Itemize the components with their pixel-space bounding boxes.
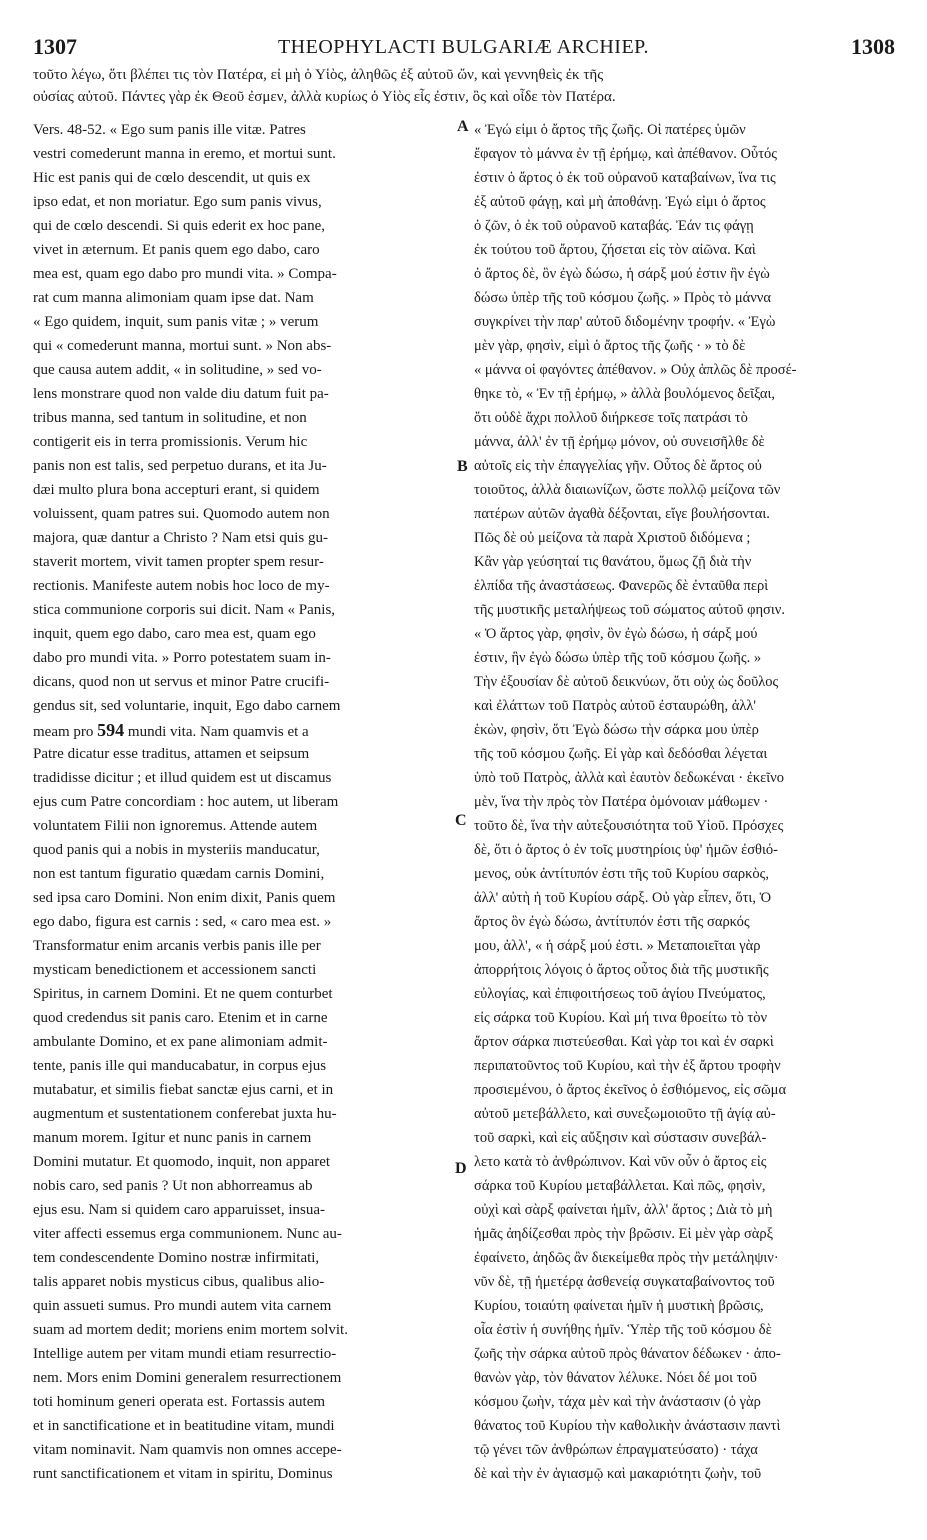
text-line: ἐστιν ὁ ἄρτος ὁ ἐκ τοῦ οὐρανοῦ καταβαίνων, ἵνα τις: [474, 170, 776, 186]
text-line: αὐτοῦ μετεβάλλετο, καὶ συνεξωμοιοῦτο τῇ ἁγίᾳ αὐ-: [474, 1106, 776, 1122]
text-line: vitam nominavit. Nam quamvis non omnes accepe-: [33, 1442, 342, 1458]
text-line: ego dabo, figura est carnis : sed, « caro mea est. »: [33, 914, 332, 930]
text-line: ambulante Domino, et ex pane alimoniam admit-: [33, 1034, 328, 1050]
page-number-right: 1308: [851, 34, 895, 59]
text-line: ὑπὸ τοῦ Πατρὸς, ἀλλὰ καὶ ἑαυτὸν δεδωκέναι · ἐκεῖνο: [474, 770, 784, 786]
text-line: δώσω ὑπὲρ τῆς τοῦ κόσμου ζωῆς. » Πρὸς τὸ μάννα: [474, 290, 771, 306]
latin-column: [33, 118, 455, 1486]
text-line: ejus cum Patre concordiam : hoc autem, ut liberam: [33, 794, 339, 810]
text-line: tem condescendente Domino nostræ infirmitati,: [33, 1250, 320, 1266]
text-line: ἀπορρήτοις λόγοις ὁ ἄρτος οὗτος διὰ τῆς μυστικῆς: [474, 962, 769, 978]
text-line: talis apparet nobis mysticus cibus, qualibus alio-: [33, 1274, 325, 1290]
text-line: que causa autem addit, « in solitudine, » sed vo-: [33, 362, 322, 378]
text-line: ἐστιν, ἣν ἐγὼ δώσω ὑπὲρ τῆς τοῦ κόσμου ζωῆς. »: [474, 650, 762, 666]
text-line: panis non est talis, sed perpetuo durans, et ita Ju-: [33, 458, 327, 474]
text-line: lens monstrare quod non valde diu datum fuit pa-: [33, 386, 329, 402]
margin-marker-b: B: [457, 458, 468, 475]
text-line: Κἂν γὰρ γεύσηταί τις θανάτου, ὅμως ζῇ διὰ τὴν: [474, 554, 752, 570]
text-line: τοῦτο λέγω, ὅτι βλέπει τις τὸν Πατέρα, εἰ μὴ ὁ Υἱὸς, ἀληθῶς ἐξ αὐτοῦ ὤν, καὶ γεννηθεὶς ἐκ τῆς: [33, 67, 604, 83]
text-line: τῆς τοῦ κόσμου ζωῆς. Εἰ γὰρ καὶ δεδόσθαι λέγεται: [474, 746, 768, 762]
text-line: dæi multo plura bona accepturi erant, si quidem: [33, 482, 320, 498]
text-line: ἡμᾶς ἀηδίζεσθαι πρὸς τὴν βρῶσιν. Εἰ μὲν γὰρ σὰρξ: [474, 1226, 774, 1242]
text-line: « Ego quidem, inquit, sum panis vitæ ; » verum: [33, 314, 319, 330]
text-line: Intellige autem per vitam mundi etiam resurrectio-: [33, 1346, 337, 1362]
margin-marker-c: C: [455, 812, 467, 829]
text-line: staverit mortem, vivit tamen propter spem resur-: [33, 554, 324, 570]
text-line: Πῶς δὲ οὐ μείζονα τὰ παρὰ Χριστοῦ διδόμενα ;: [474, 530, 751, 546]
text-line: ἑκὼν, φησὶν, ὅτι Ἐγὼ δώσω τὴν σάρκα μου ὑπὲρ: [474, 722, 759, 738]
text-line: οἷα ἐστὶν ἡ συνήθης ἡμῖν. Ὑπὲρ τῆς τοῦ κόσμου δὲ: [474, 1322, 772, 1338]
text-line: οὐχὶ καὶ σὰρξ φαίνεται ἡμῖν, ἀλλ' ἄρτος ; Διὰ τὸ μὴ: [474, 1202, 773, 1218]
text-line: vestri comederunt manna in eremo, et mortui sunt.: [33, 146, 336, 162]
text-line: quin assueti sumus. Pro mundi autem vita carnem: [33, 1298, 332, 1314]
text-line: ὁ ζῶν, ὁ ἐκ τοῦ οὐρανοῦ καταβάς. Ἐάν τις φάγῃ: [474, 218, 754, 234]
text-line: δὲ, ὅτι ὁ ἄρτος ὁ ἐν τοῖς μυστηρίοις ὑφ' ἡμῶν ἐσθιό-: [474, 842, 778, 858]
text-line: ἄρτος ὃν ἐγὼ δώσω, ἀντίτυπόν ἐστι τῆς σαρκός: [474, 914, 750, 930]
text-line: stica communione corporis sui dicit. Nam « Panis,: [33, 602, 336, 618]
text-line: « μάννα οἱ φαγόντες ἀπέθανον. » Οὐχ ἁπλῶς δὲ προσέ-: [474, 362, 797, 378]
text-line: rat cum manna alimoniam quam ipse dat. Nam: [33, 290, 314, 306]
text-line: περιπατοῦντος τοῦ Κυρίου, καὶ τὴν ἐξ ἄρτου τροφὴν: [474, 1058, 781, 1074]
text-line: mysticam benedictionem et accessionem sancti: [33, 962, 317, 978]
text-line: contigerit eis in terra promissionis. Verum hic: [33, 434, 308, 450]
text-line: rectionis. Manifeste autem nobis hoc loco de my-: [33, 578, 330, 594]
text-line: sed ipsa caro Domini. Non enim dixit, Panis quem: [33, 890, 336, 906]
text-line: σάρκα τοῦ Κυρίου μεταβάλλεται. Καὶ πῶς, φησὶν,: [474, 1178, 766, 1194]
text-line: runt sanctificationem et vitam in spiritu, Dominus: [33, 1466, 333, 1482]
text-line: ἐκ τούτου τοῦ ἄρτου, ζήσεται εἰς τὸν αἰῶνα. Καὶ: [474, 242, 756, 258]
greek-column: [474, 118, 896, 1486]
text-line: Vers. 48-52. « Ego sum panis ille vitæ. Patres: [33, 122, 306, 138]
text-line: προσιεμένου, ὁ ἄρτος ἐκεῖνος ὁ ἐσθιόμενος, εἰς σῶμα: [474, 1082, 787, 1098]
text-line: nobis caro, sed panis ? Ut non abhorreamus ab: [33, 1178, 313, 1194]
text-line: quod panis qui a nobis in mysteriis manducatur,: [33, 842, 320, 858]
page-number-left: 1307: [33, 34, 77, 59]
text-line: « Ἐγώ εἰμι ὁ ἄρτος τῆς ζωῆς. Οἱ πατέρες ὑμῶν: [474, 122, 746, 138]
text-line: inquit, quem ego dabo, caro mea est, quam ego: [33, 626, 316, 642]
text-line: manum morem. Igitur et nunc panis in carnem: [33, 1130, 312, 1146]
text-line: vivet in æternum. Et panis quem ego dabo, caro: [33, 242, 320, 258]
text-line: Κυρίου, τοιαύτη φαίνεται ἡμῖν ἡ μυστικὴ βρῶσις,: [474, 1298, 764, 1314]
text-line: Transformatur enim arcanis verbis panis ille per: [33, 938, 321, 954]
text-line: τῆς μυστικῆς μεταλήψεως τοῦ σώματος αὐτοῦ φησιν.: [474, 602, 785, 618]
text-line: quod credendus sit panis caro. Etenim et in carne: [33, 1010, 328, 1026]
text-line: qui de cœlo descendi. Si quis ederit ex hoc pane,: [33, 218, 326, 234]
text-line: voluntatem Filii non ignoremus. Attende autem: [33, 818, 318, 834]
text-line: mutabatur, et similis fiebat sanctæ ejus carni, et in: [33, 1082, 334, 1098]
text-line: ἐλπίδα τῆς ἀναστάσεως. Φανερῶς δὲ ἐνταῦθα περὶ: [474, 578, 769, 594]
text-line: εὐλογίας, καὶ ἐπιφοιτήσεως τοῦ ἁγίου Πνεύματος,: [474, 986, 766, 1002]
text-line: μὲν, ἵνα τὴν πρὸς τὸν Πατέρα ὁμόνοιαν μάθωμεν ·: [474, 794, 769, 810]
text-line: toti hominum generi operata est. Fortassis autem: [33, 1394, 326, 1410]
margin-marker-a: A: [457, 118, 469, 135]
text-line: tradidisse dicitur ; et illud quidem est ut discamus: [33, 770, 332, 786]
text-line: μενος, οὐκ ἀντίτυπόν ἐστι τῆς τοῦ Κυρίου σαρκὸς,: [474, 866, 769, 882]
text-line: λετο κατὰ τὸ ἀνθρώπινον. Καὶ νῦν οὖν ὁ ἄρτος εἰς: [474, 1154, 767, 1170]
text-line: δὲ καὶ τὴν ἐν ἁγιασμῷ καὶ μακαριότητι ζωὴν, τοῦ: [474, 1466, 762, 1482]
text-line: dicans, quod non ut servus et minor Patre crucifi-: [33, 674, 330, 690]
text-line: καὶ ἐλάττων τοῦ Πατρὸς αὐτοῦ ἐσταυρώθη, ἀλλ': [474, 698, 757, 714]
text-line: non est tantum figuratio quædam carnis Domini,: [33, 866, 325, 882]
text-line: Domini mutatur. Et quomodo, inquit, non apparet: [33, 1154, 331, 1170]
page-header: [0, 34, 927, 60]
text-line: tribus manna, sed tantum in solitudine, et non: [33, 410, 307, 426]
text-line: ἔφαγον τὸ μάννα ἐν τῇ ἐρήμῳ, καὶ ἀπέθανον. Οὗτός: [474, 146, 778, 162]
text-line: θάνατος τοῦ Κυρίου τὴν καθολικὴν ἀνάστασιν παντὶ: [474, 1418, 781, 1434]
text-line: ἄρτον σάρκα πιστεύεσθαι. Καὶ γὰρ τοι καὶ ἐν σαρκὶ: [474, 1034, 774, 1050]
text-line: μάννα, ἀλλ' ἐν τῇ ἐρήμῳ μόνον, οὐ συνεισῆλθε δὲ: [474, 434, 765, 450]
margin-marker-d: D: [455, 1160, 467, 1177]
text-line: οὐσίας αὐτοῦ. Πάντες γὰρ ἐκ Θεοῦ ἐσμεν, ἀλλὰ κυρίως ὁ Υἱὸς εἷς ἐστιν, ὃς καὶ οἶδε τὸν Πατέρα.: [33, 89, 616, 105]
text-line: « Ὁ ἄρτος γὰρ, φησὶν, ὃν ἐγὼ δώσω, ἡ σάρξ μού: [474, 626, 758, 642]
text-line: ipso edat, et non moriatur. Ego sum panis vivus,: [33, 194, 322, 210]
running-title: THEOPHYLACTI BULGARIÆ ARCHIEP.: [277, 36, 650, 58]
text-line: Τὴν ἐξουσίαν δὲ αὐτοῦ δεικνύων, ὅτι οὐχ ὡς δοῦλος: [474, 674, 779, 690]
text-line: ὁ ἄρτος δὲ, ὃν ἐγὼ δώσω, ἡ σάρξ μού ἐστιν ἣν ἐγὼ: [474, 266, 770, 282]
text-line: ἐφαίνετο, ἀηδῶς ἂν διεκείμεθα πρὸς τὴν μετάληψιν·: [474, 1250, 779, 1266]
text-line: Spiritus, in carnem Domini. Et ne quem conturbet: [33, 986, 333, 1002]
text-line: νῦν δὲ, τῇ ἡμετέρᾳ ἀσθενείᾳ συγκαταβαίνοντος τοῦ: [474, 1274, 775, 1290]
text-line: tente, panis ille qui manducabatur, in corpus ejus: [33, 1058, 327, 1074]
text-line: τῷ γένει τῶν ἀνθρώπων ἐπραγματεύσατο) · τάχα: [474, 1442, 758, 1458]
text-line: κόσμου ζωὴν, τάχα μὲν καὶ τὴν ἀνάστασιν (ὁ γὰρ: [474, 1394, 761, 1410]
text-line: μὲν γὰρ, φησὶν, εἰμὶ ὁ ἄρτος τῆς ζωῆς · » τὸ δὲ: [474, 338, 746, 354]
text-line: εἰς σάρκα τοῦ Κυρίου. Καὶ μή τινα θροείτω τὸ τὸν: [474, 1010, 768, 1026]
text-line: mea est, quam ego dabo pro mundi vita. » Compa-: [33, 266, 337, 282]
text-line: μου, ἀλλ', « ἡ σάρξ μού ἐστι. » Μεταποιεῖται γὰρ: [474, 938, 761, 954]
text-line: θηκε τὸ, « Ἐν τῇ ἐρήμῳ, » ἀλλὰ βουλόμενος δεῖξαι,: [474, 386, 776, 402]
text-line: majora, quæ dantur a Christo ? Nam etsi quis gu-: [33, 530, 328, 546]
text-line: Patre dicatur esse traditus, attamen et seipsum: [33, 746, 310, 762]
text-line: nem. Mors enim Domini generalem resurrectionem: [33, 1370, 342, 1386]
text-line: gendus sit, sed voluntarie, inquit, Ego dabo carnem: [33, 698, 341, 714]
text-line: dabo pro mundi vita. » Porro potestatem suam in-: [33, 650, 331, 666]
top-greek-text: [33, 64, 893, 108]
text-line: ζωῆς τὴν σάρκα αὐτοῦ πρὸς θάνατον δέδωκεν · ἀπο-: [474, 1346, 781, 1362]
text-line: viter affecti essemus erga communionem. Nunc au-: [33, 1226, 342, 1242]
text-line: συγκρίνει τὴν παρ' αὐτοῦ διδομένην τροφήν. « Ἐγὼ: [474, 314, 776, 330]
text-line: meam pro 594 mundi vita. Nam quamvis et a: [33, 720, 309, 740]
text-line: voluissent, quam patres sui. Quomodo autem non: [33, 506, 330, 522]
text-line: τοιοῦτος, ἀλλὰ διαιωνίζων, ὥστε πολλῷ μείζονα τῶν: [474, 482, 781, 498]
text-line: qui « comederunt manna, mortui sunt. » Non abs-: [33, 338, 332, 354]
text-line: augmentum et sustentationem conferebat juxta hu-: [33, 1106, 337, 1122]
text-line: ὅτι οὐδὲ ἄχρι πολλοῦ διήρκεσε τοῖς πατράσι τὸ: [474, 410, 748, 426]
text-line: suam ad mortem dedit; moriens enim mortem solvit.: [33, 1322, 348, 1338]
text-line: τοῦ σαρκὶ, καὶ εἰς αὔξησιν καὶ σύστασιν συνεβάλ-: [474, 1130, 767, 1146]
text-line: πατέρων αὐτῶν ἀγαθὰ δέξονται, εἴγε βουλήσονται.: [474, 506, 770, 522]
text-line: θανὼν γὰρ, τὸν θάνατον λέλυκε. Νόει δέ μοι τοῦ: [474, 1370, 757, 1386]
text-line: Hic est panis qui de cœlo descendit, ut quis ex: [33, 170, 311, 186]
column-number: 594: [97, 720, 125, 740]
text-line: αὐτοῖς εἰς τὴν ἐπαγγελίας γῆν. Οὗτος δὲ ἄρτος οὐ: [474, 458, 762, 474]
text-line: ἐξ αὐτοῦ φάγῃ, καὶ μὴ ἀποθάνῃ. Ἐγώ εἰμι ὁ ἄρτος: [474, 194, 766, 210]
text-line: et in sanctificatione et in beatitudine vitam, mundi: [33, 1418, 335, 1434]
text-line: ejus esu. Nam si quidem caro apparuisset, insua-: [33, 1202, 326, 1218]
text-line: ἀλλ' αὐτὴ ἡ τοῦ Κυρίου σάρξ. Οὐ γὰρ εἶπεν, ὅτι, Ὁ: [474, 890, 772, 906]
text-line: τοῦτο δὲ, ἵνα τὴν αὐτεξουσιότητα τοῦ Υἱοῦ. Πρόσχες: [474, 818, 784, 834]
